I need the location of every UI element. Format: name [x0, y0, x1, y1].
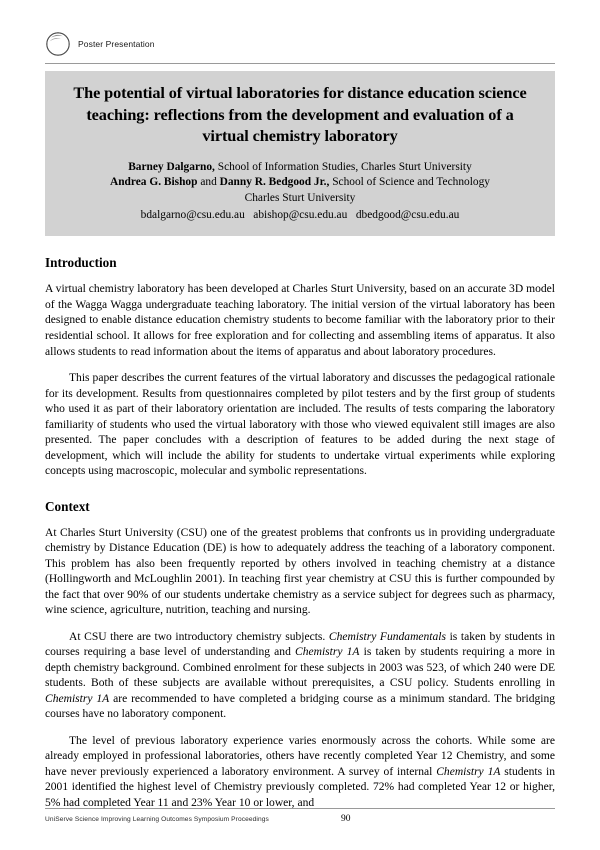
running-header-label: Poster Presentation	[78, 39, 155, 49]
author-emails: bdalgarno@csu.edu.au abishop@csu.edu.au dbedgood@csu.edu.au	[140, 208, 460, 221]
author-block	[63, 160, 537, 207]
author-line: Barney Dalgarno, School of Information Studies, Charles Sturt University	[128, 160, 472, 173]
footer-page-number: 90	[340, 814, 351, 824]
page-title: The potential of virtual laboratories for distance education science teaching: reflections from the development and evaluation of a virtual chemistry laboratory	[73, 83, 527, 145]
section-heading-introduction: Introduction	[45, 255, 117, 271]
page-footer	[45, 808, 555, 824]
uniserve-globe-logo-icon	[45, 31, 71, 57]
footer-proceedings-note: UniServe Science Improving Learning Outcomes Symposium Proceedings	[45, 816, 269, 823]
header-divider	[45, 63, 555, 64]
context-paragraph-3: The level of previous laboratory experience varies enormously across the cohorts. While some are already employed in professional laboratories, others have recently completed Year 12 Chemistry, and some have never previously experienced a laboratory environment. A survey of internal Chemistry 1A students in 2001 identified the highest level of Chemistry previously completed. 72% had completed Year 12 or higher, 5% had completed Year 11 and 23% Year 10 or lower, and	[45, 734, 555, 809]
author-line: Charles Sturt University	[244, 191, 356, 204]
footer-divider	[45, 808, 555, 809]
title-panel	[45, 71, 555, 236]
author-line: Andrea G. Bishop and Danny R. Bedgood Jr., School of Science and Technology	[110, 176, 490, 189]
running-header	[45, 0, 555, 60]
introduction-paragraph-2: This paper describes the current features of the virtual laboratory and discusses the pedagogical rationale for its development. Results from questionnaires completed by pilot testers and by the first group of students who used it as part of their laboratory orientation are included. The results of tests comparing the laboratory familiarity of students who used the virtual laboratory with those who viewed equivalent still images are also presented. The paper concludes with a description of features to be added during the next stage of development, which will include the ability for students to undertake virtual experiments while exploring concepts using macroscopic, molecular and symbolic representations.	[45, 372, 555, 478]
section-heading-context: Context	[45, 498, 90, 514]
introduction-paragraph-1: A virtual chemistry laboratory has been developed at Charles Sturt University, based on an accurate 3D model of the Wagga Wagga undergraduate teaching laboratory. The initial version of the virtual laboratory has been designed to enable distance education chemistry students to become familiar with the laboratory prior to their residential school. It allows for free exploration and for collecting and assembling items of apparatus. It also allows students to read information about the items of apparatus and about laboratory procedures.	[45, 283, 555, 358]
context-paragraph-1: At Charles Sturt University (CSU) one of the greatest problems that confronts us in providing undergraduate chemistry by Distance Education (DE) is how to adequately address the teaching of a laboratory component. This problem has also been frequently reported by others involved in teaching chemistry at a distance (Hollingworth and McLoughlin 2001). In teaching first year chemistry at CSU this is further compounded by the fact that over 90% of our students undertake chemistry as a service subject for degrees such as pharmacy, wine science, agriculture, nutrition, teaching and nursing.	[45, 526, 555, 617]
context-paragraph-2: At CSU there are two introductory chemistry subjects. Chemistry Fundamentals is taken by students in courses requiring a base level of understanding and Chemistry 1A is taken by students requiring a more in depth chemistry background. Combined enrolment for these subjects in 2003 was 523, of which 240 were DE students. Both of these subjects are available without prerequisites, a CSU policy. Students enrolling in Chemistry 1A are recommended to have completed a bridging course as a minimum standard. The bridging courses have no laboratory component.	[45, 630, 556, 721]
